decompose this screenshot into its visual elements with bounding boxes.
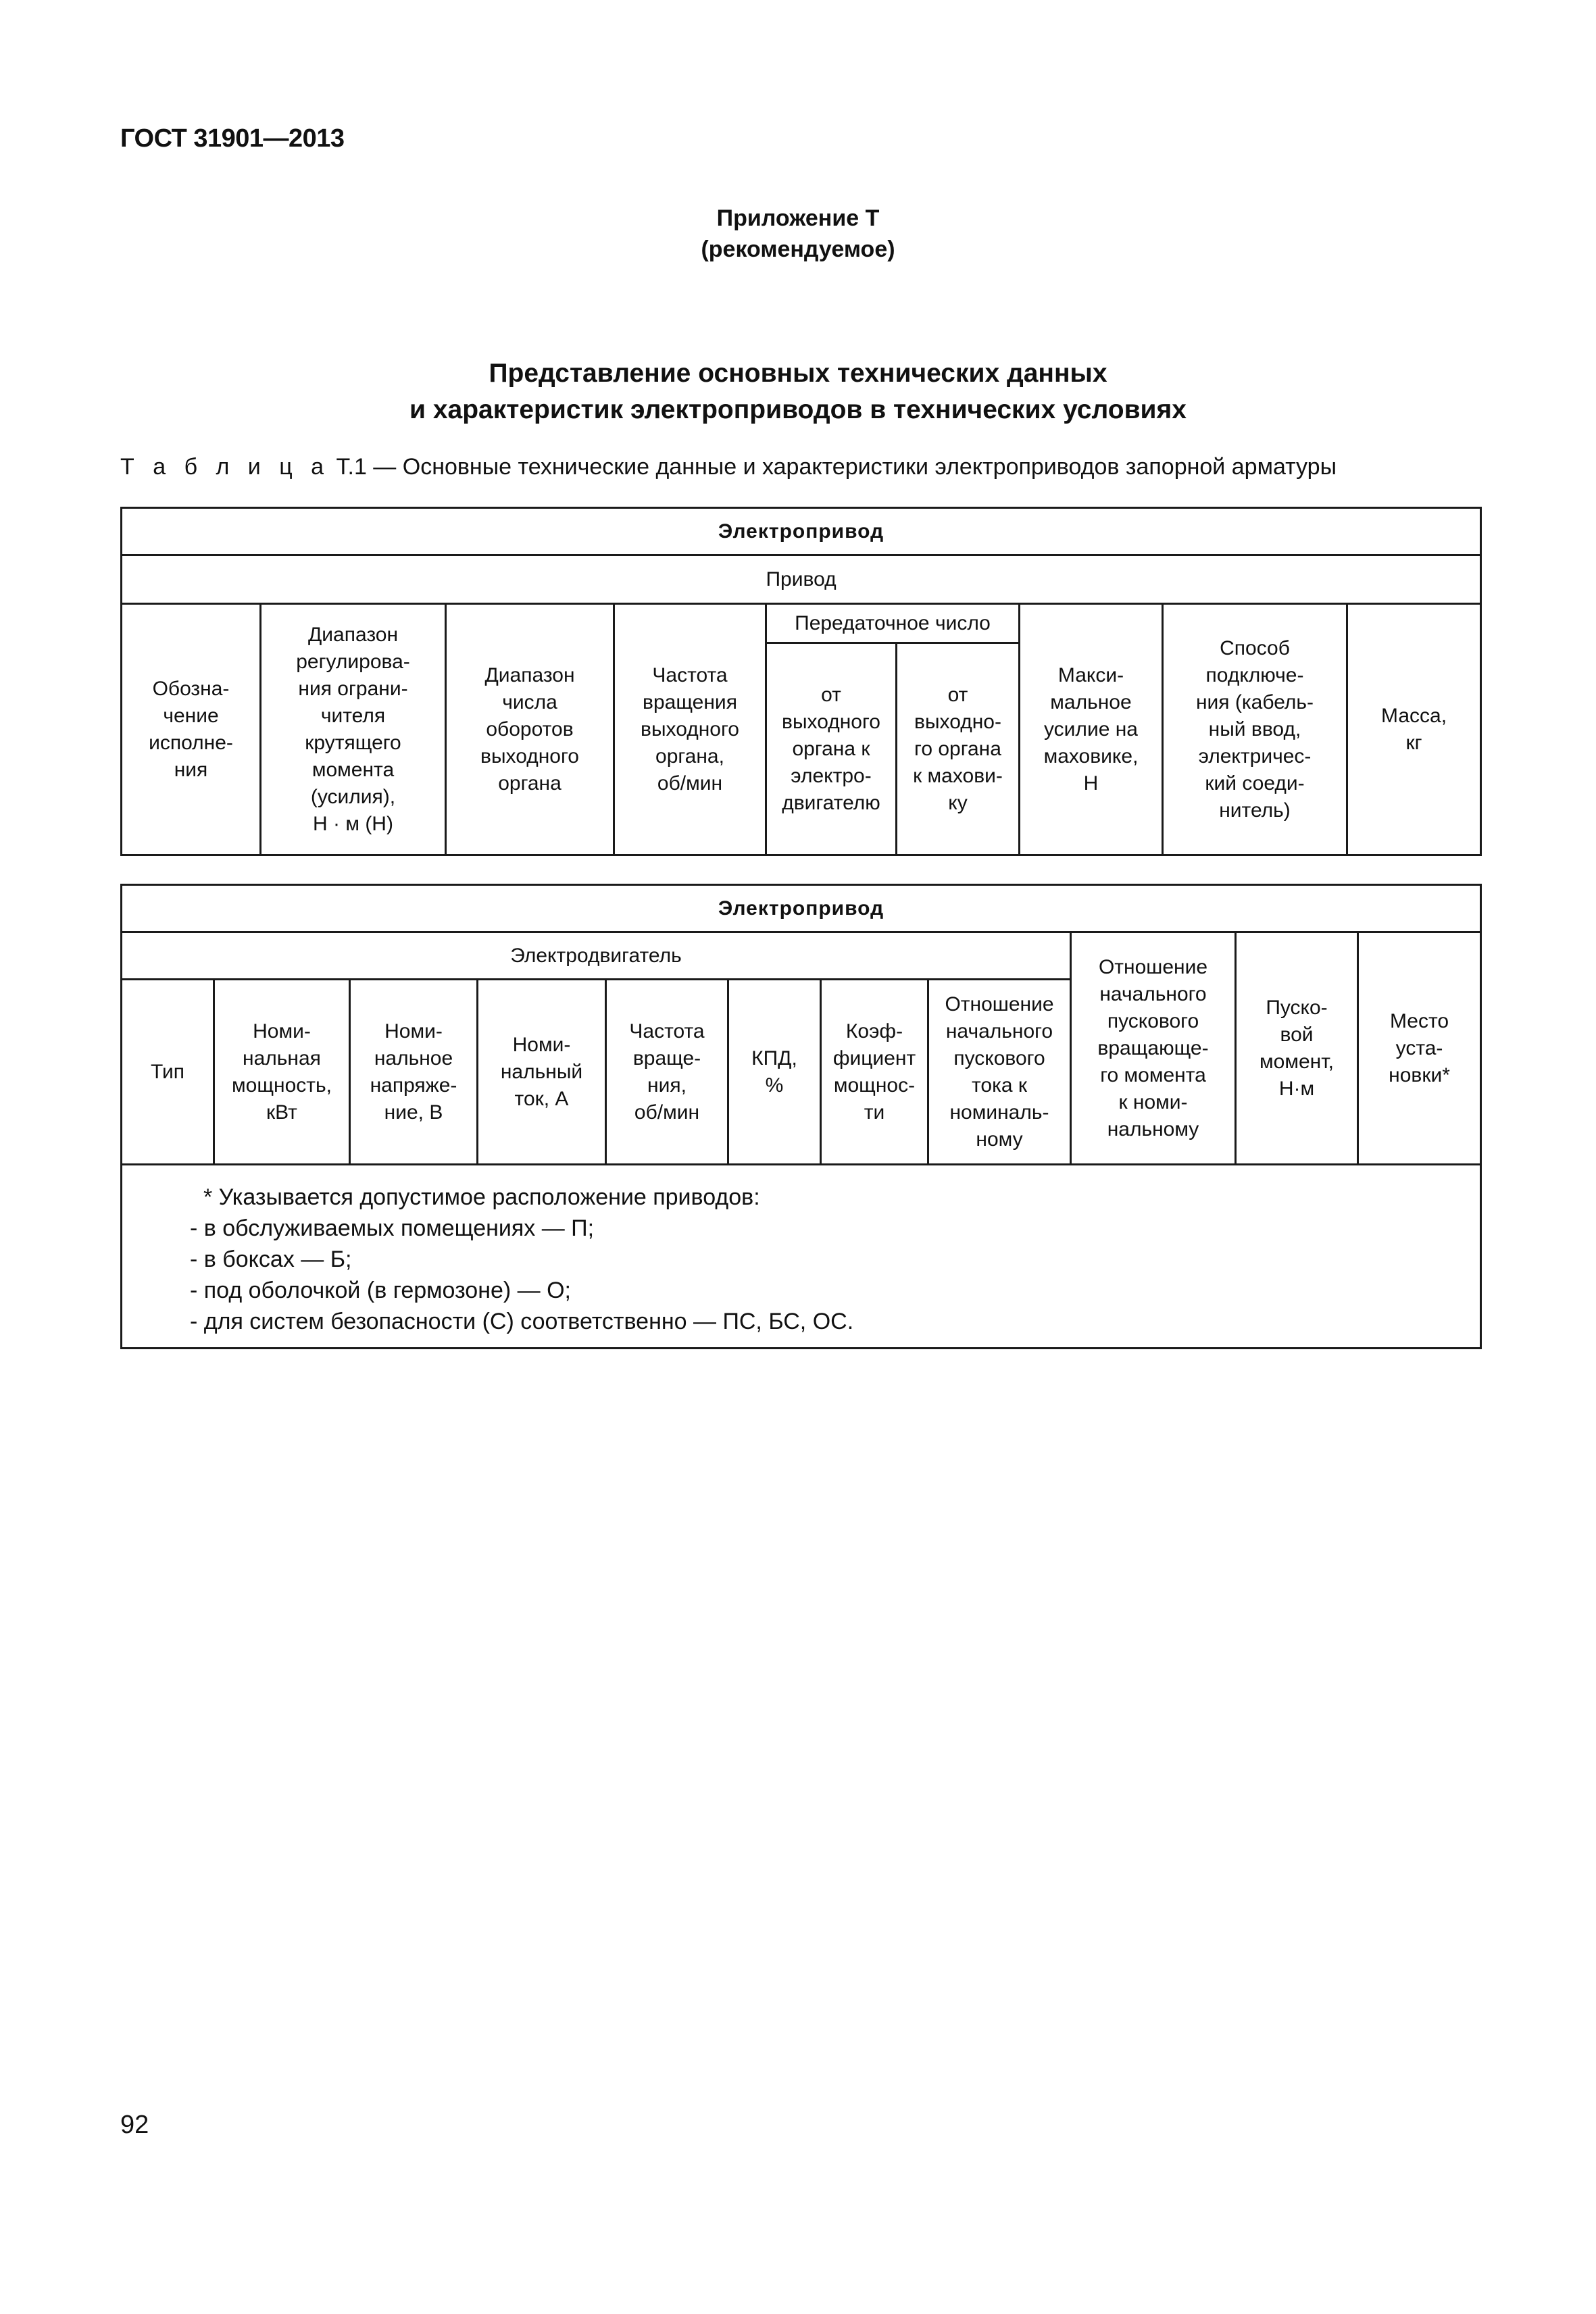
footnote-line: - в боксах — Б;: [190, 1247, 352, 1272]
col-start-torque: Пуско- вой момент, Н·м: [1236, 932, 1358, 1165]
col-max-force: Макси- мальное усилие на маховике, Н: [1020, 604, 1163, 855]
col-start-torque-ratio: Отношение начального пускового вращающе- го момента к номи- нальному: [1071, 932, 1236, 1165]
col-mounting: Место уста- новки*: [1358, 932, 1481, 1165]
appendix-heading: [0, 203, 1596, 265]
section-title: [0, 355, 1596, 428]
col-ratio-handwheel: от выходно- го органа к махови- ку: [897, 643, 1020, 855]
section-title-line-2: и характеристик электроприводов в технических условиях: [409, 395, 1187, 424]
col-voltage: Номи- нальное напряже- ние, В: [350, 980, 478, 1165]
document-header: ГОСТ 31901—2013: [120, 124, 345, 153]
section-title-line-1: Представление основных технических данных: [489, 359, 1107, 388]
table-caption: [120, 454, 1337, 480]
table-caption-prefix: Т а б л и ц а: [120, 454, 330, 480]
appendix-subtitle: (рекомендуемое): [701, 236, 895, 262]
col-speed: Частота враще- ния, об/мин: [606, 980, 728, 1165]
table-caption-text: Т.1 — Основные технические данные и характеристики электроприводов запорной арматуры: [330, 454, 1337, 480]
footnote-line: - в обслуживаемых помещениях — П;: [190, 1215, 595, 1241]
col-rotation-speed: Частота вращения выходного органа, об/мин: [614, 604, 766, 855]
col-torque-range: Диапазон регулирова- ния ограни- чителя крутящего момента (усилия), Н · м (Н): [261, 604, 446, 855]
appendix-title: Приложение Т: [716, 205, 880, 231]
col-efficiency: КПД, %: [728, 980, 821, 1165]
col-connection: Способ подключе- ния (кабель- ный ввод, электричес- кий соеди- нитель): [1163, 604, 1347, 855]
table1-group-header: Электропривод: [122, 508, 1481, 555]
motor-specs-table: [120, 884, 1482, 1349]
col-current: Номи- нальный ток, А: [478, 980, 606, 1165]
col-turns-range: Диапазон числа оборотов выходного органа: [446, 604, 614, 855]
table-footnote: [122, 1165, 1481, 1349]
drive-specs-table: [120, 507, 1482, 856]
footnote-line: - под оболочкой (в гермозоне) — О;: [190, 1278, 571, 1303]
page-number: 92: [120, 2111, 149, 2139]
table1-sub-header: Привод: [122, 555, 1481, 604]
col-gear-ratio: Передаточное число: [766, 604, 1020, 643]
col-designation: Обозна- чение исполне- ния: [122, 604, 261, 855]
footnote-line: - для систем безопасности (С) соответственно — ПС, БС, ОС.: [190, 1309, 854, 1334]
col-start-current-ratio: Отношение начального пускового тока к номиналь- ному: [928, 980, 1071, 1165]
table2-group-header: Электропривод: [122, 885, 1481, 932]
footnote-line: * Указывается допустимое расположение приводов:: [203, 1184, 760, 1210]
col-type: Тип: [122, 980, 214, 1165]
col-power: Номи- нальная мощность, кВт: [214, 980, 350, 1165]
table2-motor-header: Электродвигатель: [122, 932, 1071, 980]
col-ratio-motor: от выходного органа к электро- двигателю: [766, 643, 897, 855]
col-mass: Масса, кг: [1347, 604, 1481, 855]
col-power-factor: Коэф- фициент мощнос- ти: [821, 980, 928, 1165]
